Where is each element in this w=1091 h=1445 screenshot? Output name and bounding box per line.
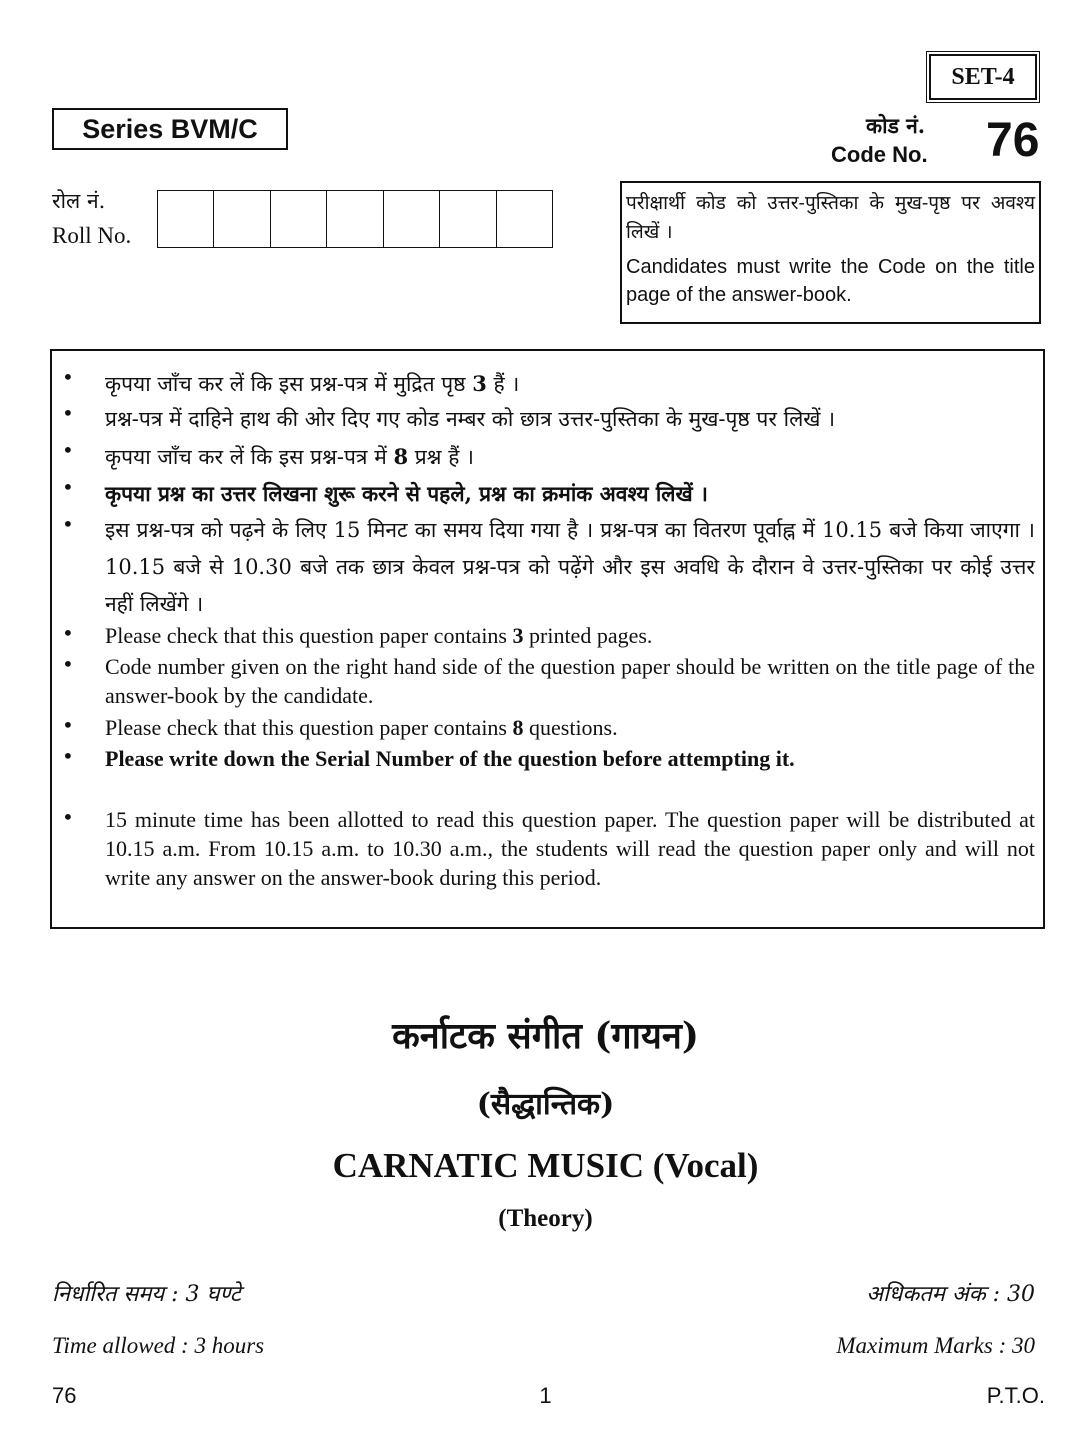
bullet: •	[62, 438, 74, 462]
bullet: •	[62, 621, 74, 645]
roll-number-box[interactable]	[497, 191, 552, 247]
max-marks-english: Maximum Marks : 30	[836, 1333, 1035, 1358]
footer-code: 76	[52, 1383, 77, 1408]
subtitle-english: (Theory)	[498, 1205, 593, 1232]
bullet: •	[62, 713, 74, 737]
pto-label: P.T.O.	[986, 1383, 1045, 1408]
series-label: Series BVM/C	[52, 108, 288, 150]
bullet: •	[62, 512, 74, 536]
roll-number-box[interactable]	[214, 191, 270, 247]
bullet: •	[62, 805, 74, 829]
time-allowed-english: Time allowed : 3 hours	[52, 1333, 265, 1358]
roll-number-box[interactable]	[158, 191, 214, 247]
page-number: 1	[539, 1383, 552, 1408]
roll-number-box[interactable]	[384, 191, 440, 247]
subtitle-hindi: (सैद्धान्तिक)	[476, 1087, 615, 1122]
roll-label-hindi: रोल नं.	[52, 189, 106, 213]
roll-number-box[interactable]	[271, 191, 327, 247]
bullet: •	[62, 744, 74, 768]
candidate-note-hindi: परीक्षार्थी कोड को उत्तर-पुस्तिका के मुख-पृष्ठ पर अवश्य लिखें ।	[626, 192, 1035, 243]
code-label-hindi: कोड नं.	[866, 113, 926, 138]
max-marks-hindi: अधिकतम अंक : 30	[866, 1282, 1035, 1307]
roll-label-english: Roll No.	[52, 223, 132, 248]
candidate-code-note	[620, 181, 1041, 324]
bullet: •	[62, 652, 74, 676]
title-hindi: कर्नाटक संगीत (गायन)	[392, 1015, 699, 1057]
bullet: •	[62, 365, 74, 389]
title-english: CARNATIC MUSIC (Vocal)	[332, 1146, 759, 1185]
instructions-box: • कृपया जाँच कर लें कि इस प्रश्न-पत्र में मुद्रित पृष्ठ 3 हैं । • प्रश्न-पत्र में दाहिने हाथ की ओर दिए गए कोड नम्बर को छात्र उत्तर-पुस्तिका के मुख-पृष्ठ पर लिखें । • कृपया जाँच कर लें कि इस प्रश्न-पत्र में 8 प्रश्न हैं । • कृपया प्रश्न का उत्तर लिखना शुरू करने से पहले, प्रश्न का क्रमांक अवश्य लिखें । • इस प्रश्न-पत्र को पढ़ने के लिए 15 मिनट का समय दिया गया है । प्रश्न-पत्र का वितरण पूर्वाह्न में 10.15 बजे किया जाएगा । 10.15 बजे से 10.30 बजे तक छात्र केवल प्रश्न-पत्र को पढ़ेंगे और इस अवधि के दौरान वे उत्तर-पुस्तिका पर कोई उत्तर नहीं लिखेंगे । • Please check that this question paper contains 3 printed pages. • Code number given on the right hand side of the question paper should be written on the title page of the answer-book by the candidate. • Please check that this question paper contains 8 questions. • Please write down the Serial Number of the question before attempting it. • 15 minute time has been allotted to read this question paper. The question paper will be distributed at 10.15 a.m. From 10.15 a.m. to 10.30 a.m., the students will read the question paper only and will not write any answer on the answer-book during this period.	[50, 349, 1045, 929]
time-allowed-hindi: निर्धारित समय : 3 घण्टे	[52, 1282, 241, 1307]
code-label-english: Code No.	[831, 142, 928, 167]
set-label: SET-4	[929, 54, 1037, 100]
roll-number-box[interactable]	[327, 191, 383, 247]
roll-number-box[interactable]	[440, 191, 496, 247]
candidate-note-english: Candidates must write the Code on the title page of the answer-book.	[626, 256, 1035, 306]
roll-number-boxes[interactable]	[157, 190, 553, 248]
bullet: •	[62, 401, 74, 425]
bullet: •	[62, 475, 74, 499]
code-number: 76	[986, 114, 1040, 167]
